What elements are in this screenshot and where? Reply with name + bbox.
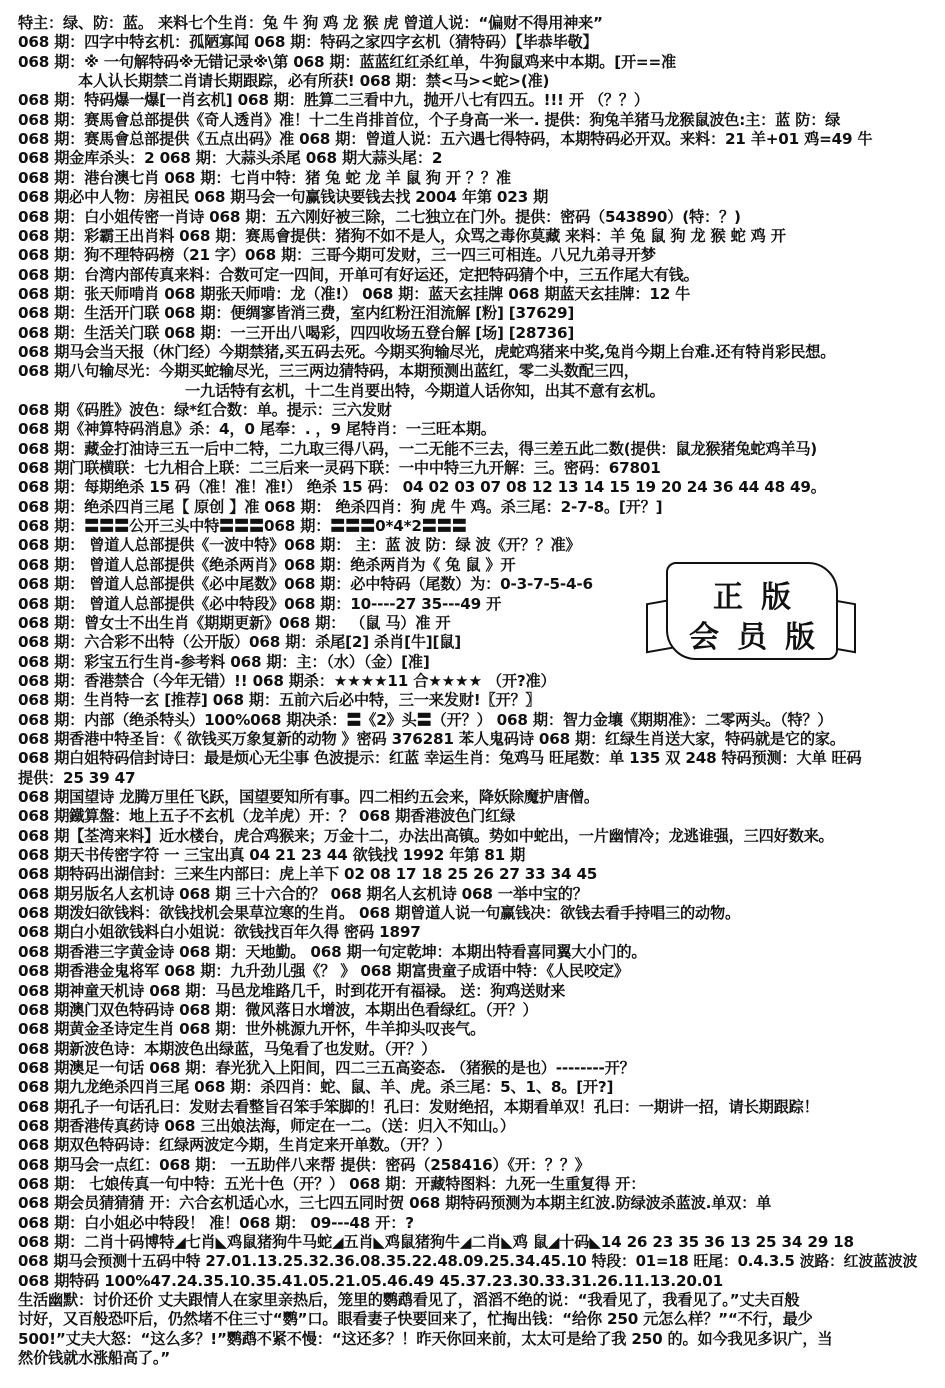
text-line: 特主：绿、防：蓝。 来料七个生肖：兔 牛 狗 鸡 龙 猴 虎 曾道人说：“偏财不得用神来” xyxy=(18,14,603,32)
text-line: 068 期：生肖特一玄 [推荐] 068 期：五前六后必中特，三一来发财!〖开？〗 xyxy=(18,691,541,710)
text-line: 068 期九龙绝杀四肖三尾 068 期：杀四肖：蛇、鼠、羊、虎。杀三尾：5、1、8。[开?] xyxy=(18,1078,614,1097)
text-line: 068 期金库杀头：2 068 期：大蒜头杀尾 068 期大蒜头尾：2 xyxy=(18,149,443,168)
text-line: 068 期：赛馬會总部提供《奇人透肖》准！十二生肖排首位，个子身高一米一. 提供：狗兔羊猪马龙猴鼠波色:主：蓝 防：绿 xyxy=(18,110,841,129)
text-line: 068 期：生活关门联 068 期：一三开出八喝彩，四四收场五登台解 [场] [28736] xyxy=(18,323,575,342)
text-line: 068 期《神算特码消息》杀：4，0 尾奉：. ，9 尾特肖：一三旺本期。 xyxy=(18,420,496,439)
text-line: 068 期：藏金打油诗三五一后中二特，二九取三得八码，一二无能不三去，得三差五此二数(提供：鼠龙猴猪兔蛇鸡羊马) xyxy=(18,439,818,458)
text-line: 068 期：彩宝五行生肖-参考料 068 期：主：（水）（金）[准] xyxy=(18,652,430,671)
text-line: 068 期孔子一句话孔曰：发财去看整旨召笨手笨脚的！孔曰：发财绝招，本期看单双！孔曰：一期讲一招，请长期跟踪！ xyxy=(18,1097,819,1116)
text-line: 068 期：※ 一句解特码※无错记录※\第 068 期：蓝蓝红红杀红单，牛狗鼠鸡来中本期。[开==准 xyxy=(18,52,676,71)
text-line: 068 期马会预测十五码中特 27.01.13.25.32.36.08.35.22.48.09.25.34.45.10 特段：01=18 旺尾：0.4.3.5 波路：红波蓝波波 xyxy=(18,1252,918,1271)
text-line: 068 期白小姐欲钱料白小姐说：欲钱找百年久得 密码 1897 xyxy=(18,923,421,942)
text-line: 068 期马会当天报（休门经）今期禁猪,买五码去死。今期买狗输尽光，虎蛇鸡猪来中奖,兔肖今期上台难.还有特肖彩民想。 xyxy=(18,342,836,361)
text-line: 068 期：绝杀四肖三尾【 原创 】准 068 期： 绝杀四肖：狗 虎 牛 鸡。杀三尾：2-7-8。[开？] xyxy=(18,497,663,516)
text-line: 068 期澳足一句话 068 期：春光犹入上阳间，四二三五高姿态. （猪猴的是也）--------开？ xyxy=(18,1058,635,1077)
text-line: 068 期香港三字黄金诗 068 期：天地勤。 068 期一句定乾坤：本期出特看喜同翼大小门的。 xyxy=(18,942,647,961)
text-line: 068 期马会一点红：068 期： 一五助伴八来帮 提供：密码（258416）《开：？？》 xyxy=(18,1155,590,1174)
text-line: 068 期鐵算盤：地上五子不玄机（龙羊虎）开：？ 068 期香港波色门红绿 xyxy=(18,807,516,826)
text-line: 一九话特有玄机，十二生肖要出特，今期道人话你知，出其不意有玄机。 xyxy=(185,381,665,400)
text-line: 068 期：〓〓〓公开三头中特〓〓〓068 期：〓〓〓0*4*2〓〓〓 xyxy=(18,517,467,536)
text-line: 068 期八句输尽光：今期买蛇输尽光，三三两边猜特码，本期预测出蓝红，零二头数配三四， xyxy=(18,362,639,381)
text-line: 068 期澳门双色特码诗 068 期：微风落日水增波，本期出色看绿红。（开？） xyxy=(18,1000,538,1019)
text-line: 068 期《码胜》波色：绿*红合数：单。提示：三六发财 xyxy=(18,401,392,419)
text-line: 本人认长期禁二肖请长期跟踪，必有所获! 068 期：禁<马><蛇>(准) xyxy=(78,72,550,91)
text-line: 提供：25 39 47 xyxy=(18,768,136,787)
text-line: 068 期白姐特码信封诗曰：最是烦心无尘事 色波提示：红蓝 幸运生肖：兔鸡马 旺尾数：单 135 双 248 特码预测：大单 旺码 xyxy=(18,749,862,768)
text-line: 068 期黄金圣诗定生肖 068 期：世外桃源九开怀，牛羊抑头叹丧气。 xyxy=(18,1020,486,1039)
text-line: 068 期香港中特圣旨：《 欲钱买万象复新的动物 》密码 376281 苯人鬼码诗 068 期：红绿生肖送大家，特码就是它的家。 xyxy=(18,729,845,748)
text-line: 068 期：彩霸王出肖料 068 期：赛馬會提供：猪狗不如不是人，众骂之毒你莫藏 来料：羊 兔 鼠 狗 龙 猴 蛇 鸡 开 xyxy=(18,226,786,245)
text-line: 068 期特码 100%47.24.35.10.35.41.05.21.05.46.49 45.37.23.30.33.31.26.11.13.20.01 xyxy=(18,1271,724,1290)
text-line: 068 期另版名人玄机诗 068 期 三十六合的？ 068 期名人玄机诗 068 一举中宝的？ xyxy=(18,884,588,903)
text-line: 500!”丈夫大怒：“这么多？!”鹦鹉不紧不慢：“这还多？！昨天你回来前，太太可是给了我 250 的。如今我见多识广，当 xyxy=(18,1329,833,1348)
text-line: 068 期国望诗 龙腾万里任飞跃，国望要知所有事。四二相约五会来，降妖除魔护唐僧。 xyxy=(18,788,599,806)
text-line: 068 期门联横联：七九相合上联：二三后来一灵码下联：一中中特三九开解：三。密码：67801 xyxy=(18,459,661,478)
text-line: 068 期泼妇欲钱料：欲钱找机会果草泣寒的生肖。 068 期曾道人说一句赢钱决：欲钱去看手持唱三的动物。 xyxy=(18,904,740,923)
text-line: 068 期双色特码诗：红绿两波定今期，生肖定来开单数。（开？） xyxy=(18,1136,452,1155)
text-line: 068 期必中人物：房祖民 068 期马会一句赢钱诀要钱去找 2004 年第 023 期 xyxy=(18,188,549,207)
text-line: 068 期： 七娘传真一句中特：五光十色（开？） 068 期：开藏特图料：九死一生重复得 开： xyxy=(18,1175,646,1193)
text-line: 068 期：狗不理特码榜（21 字）068 期：三哥今期可发财，三一四三可相连。八兄九弟寻开梦 xyxy=(18,246,656,265)
text-line: 068 期：六合彩不出特（公开版）068 期：杀尾[2] 杀肖[牛][鼠] xyxy=(18,633,462,652)
text-line: 068 期会员猜猜猜 开：六合玄机适心水，三七四五同时贺 068 期特码预测为本期主红波.防绿波杀蓝波.单双：单 xyxy=(18,1194,772,1213)
text-line: 068 期：港台澳七肖 068 期：七肖中特：猪 兔 蛇 龙 羊 鼠 狗 开 ？？准 xyxy=(18,168,511,187)
text-line: 068 期【荃湾来料】近水楼台，虎合鸡猴来；万金十二，办法出高镇。势如中蛇出，一片幽情冷；龙逃谁强，三四好数来。 xyxy=(18,826,834,845)
text-line: 068 期： 曾道人总部提供《绝杀两肖》068 期：绝杀两肖为《 兔 鼠 》开 xyxy=(18,555,516,574)
text-line: 然价钱就水涨船高了。” xyxy=(18,1349,171,1368)
text-line: 068 期香港传真药诗 068 三出娘法海，师定在一二。（送：归入不知山。） xyxy=(18,1116,515,1135)
text-line: 068 期特码出湖信封：三来生内部曰：虎上羊下 02 08 17 18 25 26 27 33 34 45 xyxy=(18,865,598,884)
text-line: 068 期：台湾内部传真来料：合数可定一四间，开单可有好运还，定把特码猜个中，三五作尾大有钱。 xyxy=(18,265,699,284)
text-line: 068 期：生活开门联 068 期：便绸寥皆消三费，室内红粉汪泪流解 [粉] [37629] xyxy=(18,304,575,323)
badge-card xyxy=(666,562,838,660)
text-line: 068 期： 曾道人总部提供《一波中特》068 期： 主：蓝 波 防：绿 波《开？？准》 xyxy=(18,536,581,555)
text-line: 068 期：张天师啃肖 068 期张天师啃：龙（准!） 068 期：蓝天玄挂牌 068 期蓝天玄挂牌：12 牛 xyxy=(18,284,691,303)
text-line: 068 期：香港禁合（今年无错）!! 068 期杀：★★★★11 合★★★★ （开?准） xyxy=(18,671,556,690)
official-member-badge xyxy=(646,556,856,666)
text-line: 068 期：白小姐传密一肖诗 068 期：五六刚好被三除，二七独立在门外。提供：密码（543890）(特：？) xyxy=(18,207,741,226)
text-line: 生活幽默：讨价还价 丈夫跟情人在家里亲热后，笼里的鹦鹉看见了，滔滔不绝的说：“我看见了，我看见了。”丈夫百般 xyxy=(18,1291,800,1310)
text-line: 068 期新波色诗：本期波色出绿蓝，马兔看了也发财。（开？） xyxy=(18,1039,437,1058)
text-line: 068 期： 曾道人总部提供《必中尾数》068 期：必中特码（尾数）为：0-3-7-5-4-6 xyxy=(18,575,593,594)
badge-line-1: 正版 xyxy=(713,580,809,615)
text-line: 068 期： 曾道人总部提供《必中特段》068 期：10----27 35---49 开 xyxy=(18,594,502,613)
text-line: 068 期天书传密字符 一 三宝出真 04 21 23 44 欲钱找 1992 年第 81 期 xyxy=(18,846,526,865)
text-line: 068 期香港金鬼将军 068 期：九升劲儿强《？ 》 068 期富贵童子成语中特：《人民咬定》 xyxy=(18,962,629,981)
text-line: 068 期：二肖十码博特◢七肖◣鸡鼠猪狗牛马蛇◢五肖◣鸡鼠猪狗牛◢二肖◣鸡 鼠◢十码◣14 26 23 35 36 13 25 34 29 18 xyxy=(18,1233,854,1252)
badge-line-2: 会员版 xyxy=(689,620,833,655)
text-line: 讨好，又百般恐吓后，仍然堵不住三寸“鹦”口。眼看妻子快要回来了，忙掏出钱：“给你 250 元怎么样？”“不行，最少 xyxy=(18,1310,813,1329)
text-line: 068 期：曾女士不出生肖《期期更新》068 期： （鼠 马）准 开 xyxy=(18,613,451,632)
text-line: 068 期：赛馬會总部提供《五点出码》准 068 期：曾道人说：五六遇七得特码，本期特码必开双。来料：21 羊+01 鸡=49 牛 xyxy=(18,130,873,149)
text-line: 068 期神童天机诗 068 期：马邑龙堆路几千，时到花开有福禄。 送：狗鸡送财来 xyxy=(18,981,566,1000)
text-line: 068 期：内部（绝杀特头）100%068 期决杀：〓《2》头〓（开？） 068 期：智力金壤《期期准》：二零两头。（特？） xyxy=(18,710,833,729)
text-line: 068 期：白小姐必中特段！ 准！068 期： 09---48 开：? xyxy=(18,1213,414,1232)
text-line: 068 期：特码爆一爆[一肖玄机] 068 期：胜算二三看中九，抛开八七有四五。!!! 开 （？？） xyxy=(18,91,649,110)
text-line: 068 期：每期绝杀 15 码（准！准！准!） 绝杀 15 码： 04 02 03 07 08 12 13 14 15 19 20 24 36 44 48 49。 xyxy=(18,478,826,497)
text-line: 068 期：四字中特玄机：孤陋寡闻 068 期：特码之家四字玄机（猜特码）【毕恭毕敬】 xyxy=(18,33,598,52)
